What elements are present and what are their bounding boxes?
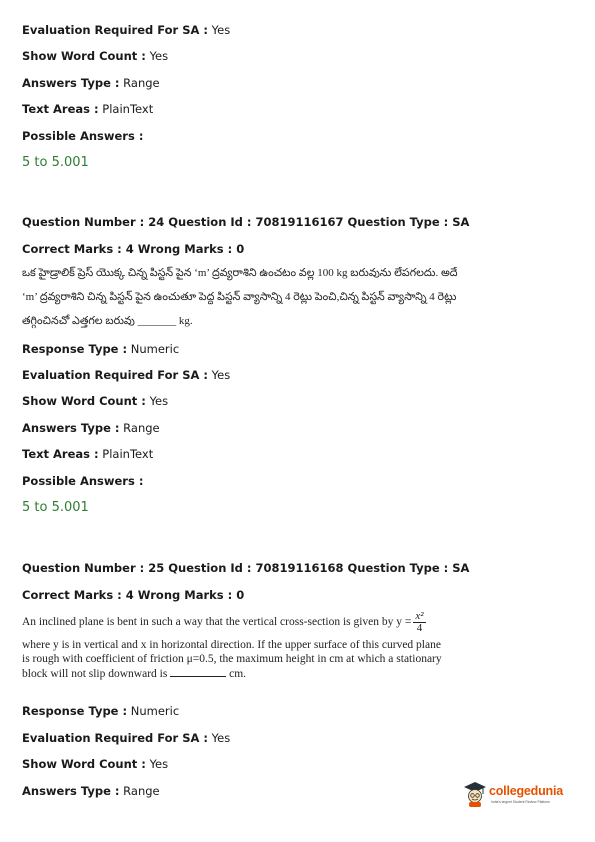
word-count-label: Show Word Count : <box>22 394 146 408</box>
answer-blank <box>170 666 226 677</box>
graduate-mascot-icon <box>463 780 487 808</box>
q25-text-line1: An inclined plane is bent in such a way that the vertical cross-section is given by y = <box>22 616 412 628</box>
q25-text-line4-b: cm. <box>229 668 247 680</box>
q25-text-line4 <box>22 666 452 681</box>
q25-response-row <box>22 704 179 718</box>
eval-label: Evaluation Required For SA : <box>22 731 209 745</box>
q24-response-row <box>22 342 179 356</box>
q25-marks: Correct Marks : 4 Wrong Marks : 0 <box>22 588 245 602</box>
q24-text-line1: ఒక హైడ్రాలిక్ ప్రెస్ యొక్క చిన్న పిస్టన్ పైన ‘m’ ద్రవ్యరాశిని ఉంచటం వల్ల 100 kg బరువును లేపగలదు. అదే <box>22 267 458 279</box>
eval-value: Yes <box>211 23 231 37</box>
answers-type-value: Range <box>123 421 160 435</box>
q25-fraction-numerator: x² <box>415 609 424 622</box>
response-label: Response Type : <box>22 704 128 718</box>
q24-possible-answer-value: 5 to 5.001 <box>22 500 89 515</box>
q25-header: Question Number : 25 Question Id : 70819116168 Question Type : SA <box>22 561 470 575</box>
q24-eval-row <box>22 368 230 382</box>
q25-eval-row <box>22 731 230 745</box>
q24-word-count-row <box>22 394 168 408</box>
q25-text-line1-row <box>22 606 452 638</box>
word-count-label: Show Word Count : <box>22 49 146 63</box>
q25-answers-type-row <box>22 784 160 798</box>
answers-type-row <box>22 76 160 90</box>
eval-row <box>22 23 230 37</box>
logo-wordmark: collegedunia <box>489 784 564 798</box>
eval-label: Evaluation Required For SA : <box>22 368 209 382</box>
answers-type-label: Answers Type : <box>22 76 120 90</box>
response-value: Numeric <box>130 342 180 356</box>
q24-marks: Correct Marks : 4 Wrong Marks : 0 <box>22 242 245 256</box>
q24-answers-type-row <box>22 421 160 435</box>
q25-fraction <box>413 611 425 634</box>
eval-label: Evaluation Required For SA : <box>22 23 209 37</box>
q24-text-line2: ‘m’ ద్రవ్యరాశిని చిన్న పిస్టన్ పైన ఉంచుతూ పెద్ద పిస్టన్ వ్యాసాన్ని 4 రెట్లు పెంచి,చిన్న పిస్టన్ వ్యాసాన్ని 4 రెట్లు <box>22 291 457 303</box>
q25-text-line4-a: block will not slip downward is <box>22 668 168 680</box>
text-areas-label: Text Areas : <box>22 447 99 461</box>
answers-type-label: Answers Type : <box>22 421 120 435</box>
answers-type-value: Range <box>123 76 160 90</box>
text-areas-value: PlainText <box>102 447 154 461</box>
q24-header: Question Number : 24 Question Id : 70819116167 Question Type : SA <box>22 215 470 229</box>
possible-answers-label: Possible Answers : <box>22 129 144 143</box>
possible-answer-value: 5 to 5.001 <box>22 155 89 170</box>
word-count-value: Yes <box>149 757 169 771</box>
q25-question-text <box>22 606 452 681</box>
word-count-value: Yes <box>149 49 169 63</box>
text-areas-value: PlainText <box>102 102 154 116</box>
word-count-row <box>22 49 168 63</box>
text-areas-row <box>22 102 153 116</box>
answers-type-label: Answers Type : <box>22 784 120 798</box>
q24-text-line3: తగ్గించినచో ఎత్తగల బరువు _______ kg. <box>22 315 193 327</box>
eval-value: Yes <box>211 368 231 382</box>
q24-text-areas-row <box>22 447 153 461</box>
collegedunia-logo <box>463 778 575 810</box>
q25-text-line3: is rough with coefficient of friction μ=0.5, the maximum height in cm at which a stationary <box>22 653 442 665</box>
eval-value: Yes <box>211 731 231 745</box>
word-count-value: Yes <box>149 394 169 408</box>
logo-tagline: India's largest Student Review Platform <box>491 800 551 804</box>
q24-possible-answers-label: Possible Answers : <box>22 474 144 488</box>
response-label: Response Type : <box>22 342 128 356</box>
text-areas-label: Text Areas : <box>22 102 99 116</box>
word-count-label: Show Word Count : <box>22 757 146 771</box>
response-value: Numeric <box>130 704 180 718</box>
q25-text-line2: where y is in vertical and x in horizontal direction. If the upper surface of this curved plane <box>22 639 441 651</box>
q25-word-count-row <box>22 757 168 771</box>
q25-fraction-denominator: 4 <box>416 621 423 634</box>
answers-type-value: Range <box>123 784 160 798</box>
